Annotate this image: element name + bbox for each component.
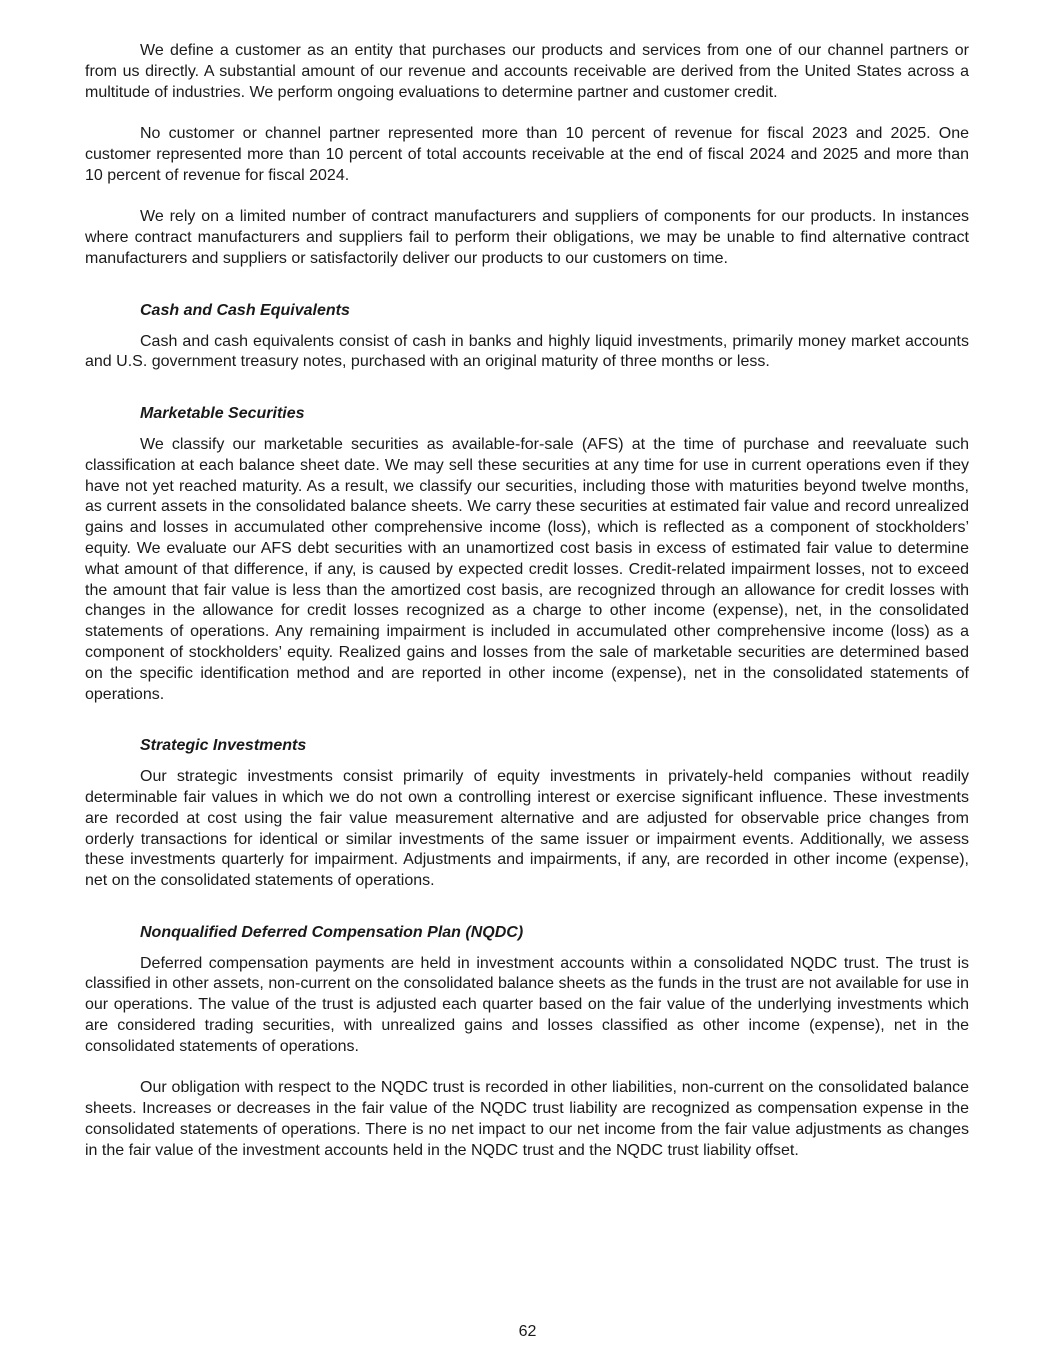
strategic-investments-heading: Strategic Investments	[140, 737, 307, 755]
marketable-securities-heading: Marketable Securities	[140, 405, 305, 423]
page-number: 62	[518, 1323, 537, 1340]
cash-equivalents-paragraph: Cash and cash equivalents consist of cash in banks and highly liquid investments, primarily money market accounts and U.S. government treasury notes, purchased with an original maturity of three months or less.	[85, 332, 969, 371]
nqdc-obligation-paragraph: Our obligation with respect to the NQDC trust is recorded in other liabilities, non-current on the consolidated balance sheets. Increases or decreases in the fair value of the NQDC trust liability are recognized as compensation expense in the consolidated statements of operations. There is no net impact to our net income from the fair value adjustments as changes in the fair value of the investment accounts held in the NQDC trust and the NQDC trust liability offset.	[85, 1079, 969, 1159]
document-page	[85, 41, 969, 1162]
customer-definition-paragraph: We define a customer as an entity that purchases our products and services from one of our channel partners or from us directly. A substantial amount of our revenue and accounts receivable are derived from the United States across a multitude of industries. We perform ongoing evaluations to determine partner and customer credit.	[85, 42, 969, 101]
nqdc-trust-paragraph: Deferred compensation payments are held in investment accounts within a consolidated NQDC trust. The trust is classified in other assets, non-current on the consolidated balance sheets as the funds in the trust are not available for use in our operations. The value of the trust is adjusted each quarter based on the fair value of the underlying investments which are considered trading securities, with unrealized gains and losses classified as other income (expense), net in the consolidated statements of operations.	[85, 954, 969, 1055]
cash-equivalents-heading: Cash and Cash Equivalents	[140, 301, 350, 319]
customer-concentration-paragraph: No customer or channel partner represented more than 10 percent of revenue for fiscal 2023 and 2025. One customer represented more than 10 percent of total accounts receivable at the end of fiscal 2024 and 2025 and more than 10 percent of revenue for fiscal 2024.	[85, 125, 969, 184]
supplier-dependency-paragraph: We rely on a limited number of contract manufacturers and suppliers of components for our products. In instances where contract manufacturers and suppliers fail to perform their obligations, we may be unable to find alternative contract manufacturers and suppliers or satisfactorily deliver our products to our customers on time.	[85, 208, 969, 267]
marketable-securities-paragraph: We classify our marketable securities as available-for-sale (AFS) at the time of purchase and reevaluate such classification at each balance sheet date. We may sell these securities at any time for use in current operations even if they have not yet reached maturity. As a result, we classify our securities, including those with maturities beyond twelve months, as current assets in the consolidated balance sheets. We carry these securities at estimated fair value and record unrealized gains and losses in accumulated other comprehensive income (loss), which is reflected as a component of stockholders’ equity. We evaluate our AFS debt securities with an unamortized cost basis in excess of estimated fair value to determine what amount of that difference, if any, is caused by expected credit losses. Credit-related impairment losses, not to exceed the amount that fair value is less than the amortized cost basis, are recognized through an allowance for credit losses with changes in the allowance for credit losses recognized as a charge to other income (expense), net, in the consolidated statements of operations. Any remaining impairment is included in accumulated other comprehensive income (loss) as a component of stockholders’ equity. Realized gains and losses from the sale of marketable securities are determined based on the specific identification method and are reported in other income (expense), net in the consolidated statements of operations.	[85, 435, 969, 703]
strategic-investments-paragraph: Our strategic investments consist primarily of equity investments in privately-held companies without readily determinable fair values in which we do not own a controlling interest or exercise significant influence. These investments are recorded at cost using the fair value measurement alternative and are adjusted for observable price changes from orderly transactions for identical or similar investments of the same issuer or impairment events. Additionally, we assess these investments quarterly for impairment. Adjustments and impairments, if any, are recorded in other income (expense), net on the consolidated statements of operations.	[85, 768, 969, 890]
nqdc-heading: Nonqualified Deferred Compensation Plan (NQDC)	[140, 923, 524, 941]
